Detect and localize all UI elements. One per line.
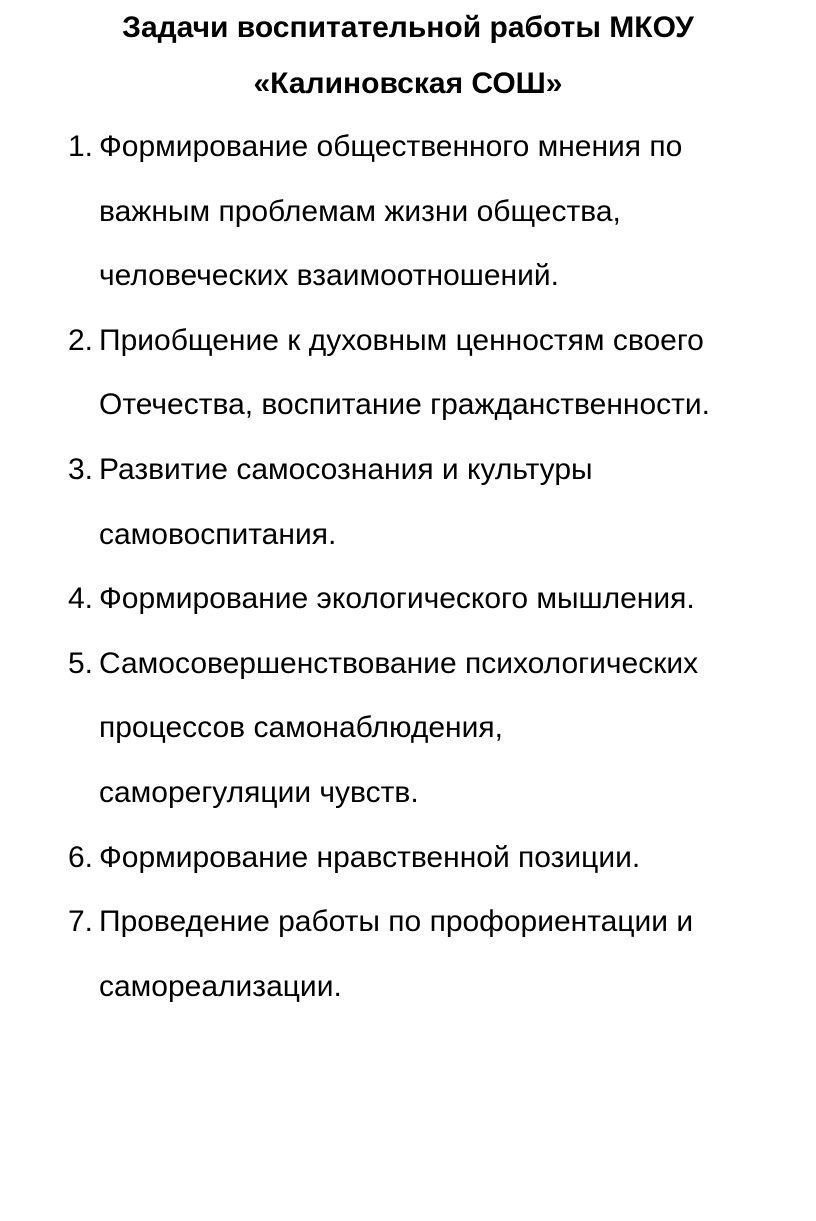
page-title [60,0,756,112]
list-item-text-line: Проведение работы по профориентации и [99,905,694,939]
list-item-text-line: важным проблемам жизни общества, [99,194,621,228]
list-item-number: 2. [68,323,94,357]
list-item-6 [0,826,816,891]
list-item-text-line: человеческих взаимоотношений. [99,259,559,293]
list-item-text-line: самовоспитания. [99,517,337,551]
list-item-number: 3. [68,452,94,486]
title-line-2: «Калиновская СОШ» [253,67,563,100]
list-item-text-line: самореализации. [99,969,342,1003]
list-item-7 [0,890,816,1019]
list-item-5 [0,632,816,826]
list-item-2 [0,309,816,438]
list-item-text-line: Формирование общественного мнения по [99,130,683,163]
list-item-text-line: Отечества, воспитание гражданственности. [99,388,710,422]
list-item-number: 5. [68,646,94,680]
list-item-number: 7. [68,905,94,939]
list-item-text-line: Самосовершенствование психологических [99,646,699,680]
list-item-text-line: Формирование экологического мышления. [99,582,695,616]
list-item-text-line: Приобщение к духовным ценностям своего [99,323,704,357]
list-item-text-line: саморегуляции чувств. [99,775,419,809]
list-item-text-line: Развитие самосознания и культуры [99,452,593,486]
list-item-number: 1. [68,130,94,163]
list-item-text-line: Формирование нравственной позиции. [99,840,641,874]
list-item-text-line: процессов самонаблюдения, [99,711,503,745]
list-item-3 [0,438,816,567]
list-item-4 [0,567,816,632]
list-item-1 [0,115,816,309]
task-list [0,115,816,1019]
title-line-1: Задачи воспитательной работы МКОУ [122,11,694,44]
list-item-number: 6. [68,840,94,874]
list-item-number: 4. [68,582,94,616]
